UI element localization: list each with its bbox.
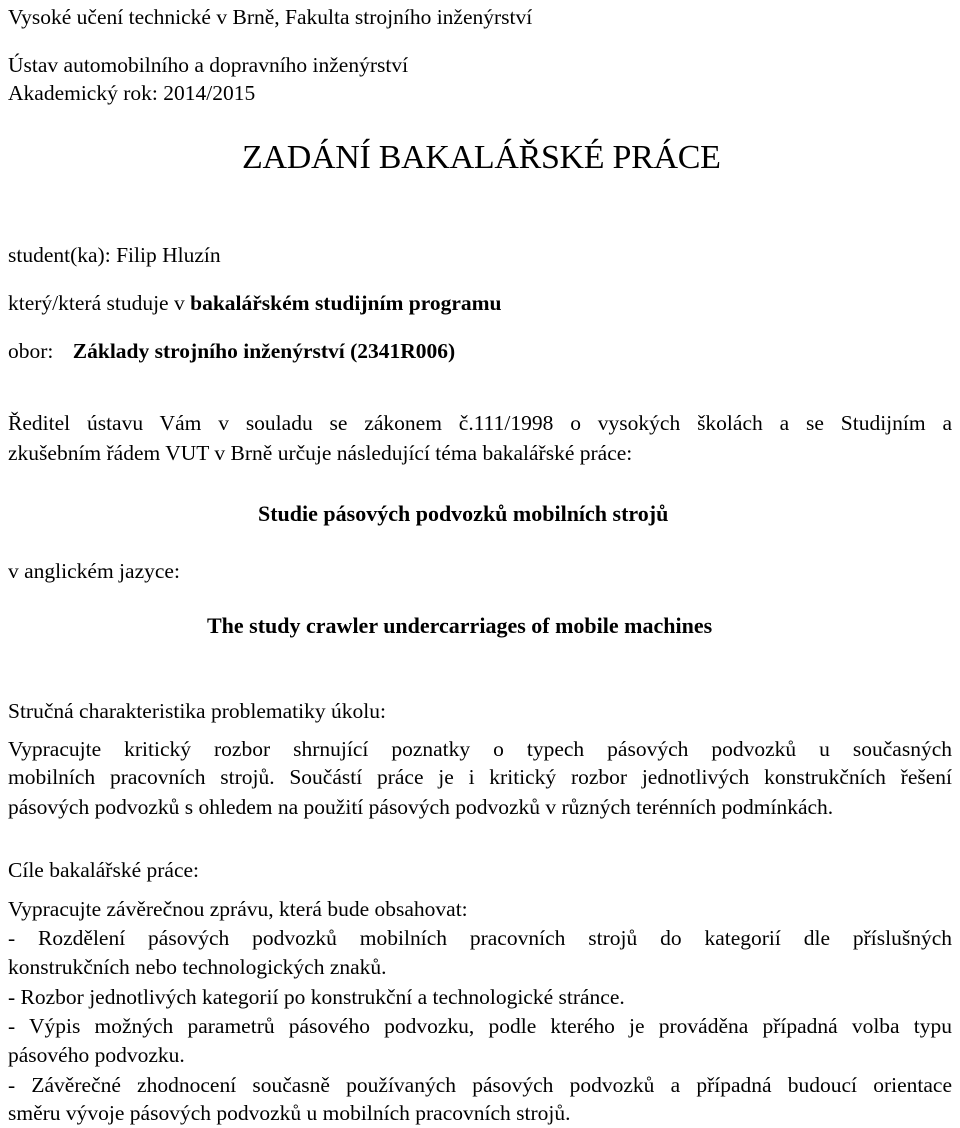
university-line: Vysoké učení technické v Brně, Fakulta strojního inženýrství (8, 5, 533, 29)
intro-line-2: zkušebním řádem VUT v Brně určuje následující téma bakalářské práce: (8, 441, 633, 465)
academic-year-line: Akademický rok: 2014/2015 (8, 81, 256, 105)
student-label: student(ka): (8, 243, 111, 267)
characteristics-line-1: Vypracujte kritický rozbor shrnující poznatky o typech pásových podvozků u současných (8, 737, 952, 761)
program-name: bakalářském studijním programu (190, 291, 502, 315)
goal-item-2: - Rozbor jednotlivých kategorií po konstrukční a technologické stránce. (8, 985, 625, 1009)
goal-item-1-line-1: - Rozdělení pásových podvozků mobilních pracovních strojů do kategorií dle příslušných (8, 926, 952, 950)
intro-line-1: Ředitel ústavu Vám v souladu se zákonem č.111/1998 o vysokých školách a se Studijním a (8, 411, 952, 435)
field-line (8, 337, 455, 365)
student-line (8, 241, 221, 269)
program-line (8, 289, 502, 317)
goals-intro: Vypracujte závěrečnou zprávu, která bude obsahovat: (8, 897, 468, 921)
goal-item-1-line-2: konstrukčních nebo technologických znaků. (8, 955, 387, 979)
institute-line: Ústav automobilního a dopravního inženýrství (8, 53, 409, 77)
student-name: Filip Hluzín (116, 243, 221, 267)
topic-english: The study crawler undercarriages of mobile machines (207, 613, 713, 638)
english-label: v anglickém jazyce: (8, 559, 180, 583)
goals-heading: Cíle bakalářské práce: (8, 858, 200, 882)
goal-item-3-line-2: pásového podvozku. (8, 1043, 185, 1067)
characteristics-heading: Stručná charakteristika problematiky úkolu: (8, 699, 386, 723)
field-name: Základy strojního inženýrství (2341R006) (72, 339, 456, 363)
document-title: ZADÁNÍ BAKALÁŘSKÉ PRÁCE (242, 139, 721, 176)
program-prefix: který/která studuje v (8, 291, 185, 315)
goal-item-4-line-2: směru vývoje pásových podvozků u mobilních pracovních strojů. (8, 1101, 571, 1125)
characteristics-line-3: pásových podvozků s ohledem na použití pásových podvozků v různých terénních podmínkách. (8, 795, 834, 819)
characteristics-line-2: mobilních pracovních strojů. Součástí práce je i kritický rozbor jednotlivých konstrukčních řešení (8, 765, 952, 789)
topic-czech: Studie pásových podvozků mobilních strojů (258, 501, 669, 526)
field-label: obor: (8, 339, 54, 363)
goal-item-3-line-1: - Výpis možných parametrů pásového podvozku, podle kterého je prováděna případná volba typu (8, 1014, 952, 1038)
goal-item-4-line-1: - Závěrečné zhodnocení současně používaných pásových podvozků a případná budoucí orientace (8, 1073, 952, 1097)
